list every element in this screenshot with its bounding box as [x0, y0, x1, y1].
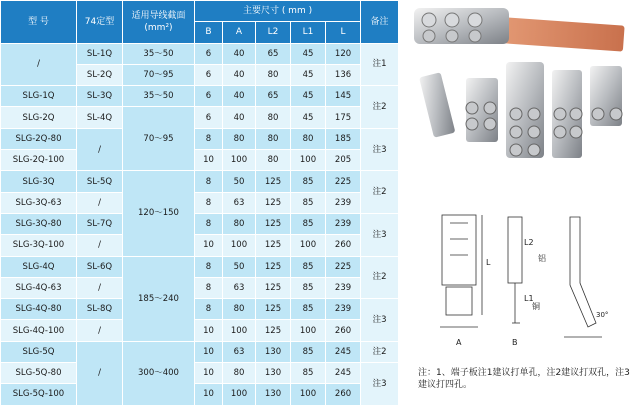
- b-cell: 8: [195, 256, 223, 277]
- l1-cell: 85: [291, 213, 326, 234]
- header-l2: L2: [256, 22, 291, 43]
- table-row: [1, 256, 399, 277]
- a-cell: 100: [223, 235, 256, 256]
- drawing-label-l: L: [486, 258, 491, 267]
- model-cell: SLG-2Q-80: [1, 128, 77, 149]
- drawing-label-b: B: [512, 338, 518, 347]
- drawing-label-l1: L1: [524, 294, 534, 303]
- table-row: [1, 192, 399, 213]
- model74-cell: SL-4Q: [77, 107, 123, 128]
- table-row: [1, 235, 399, 256]
- model-cell: SLG-5Q-80: [1, 363, 77, 384]
- model-cell: SLG-1Q: [1, 86, 77, 107]
- table-row: [1, 107, 399, 128]
- b-cell: 6: [195, 86, 223, 107]
- model74-cell: SL-3Q: [77, 86, 123, 107]
- b-cell: 10: [195, 384, 223, 405]
- table-row: [1, 213, 399, 234]
- section-cell: 70～95: [123, 107, 195, 171]
- model74-cell: SL-1Q: [77, 43, 123, 64]
- l1-cell: 100: [291, 150, 326, 171]
- b-cell: 8: [195, 128, 223, 149]
- model-cell: SLG-2Q-100: [1, 150, 77, 171]
- a-cell: 100: [223, 150, 256, 171]
- header-a: A: [223, 22, 256, 43]
- a-cell: 50: [223, 171, 256, 192]
- a-cell: 40: [223, 86, 256, 107]
- b-cell: 8: [195, 299, 223, 320]
- table-row: [1, 341, 399, 362]
- model74-cell: SL-2Q: [77, 64, 123, 85]
- model-cell: SLG-3Q-63: [1, 192, 77, 213]
- note-cell: 注2: [361, 256, 399, 299]
- l-cell: 245: [326, 363, 361, 384]
- header-section: 适用导线截面(mm²): [123, 1, 195, 44]
- model-cell: SLG-3Q: [1, 171, 77, 192]
- b-cell: 6: [195, 107, 223, 128]
- model-cell: SLG-4Q: [1, 256, 77, 277]
- a-cell: 40: [223, 107, 256, 128]
- b-cell: 10: [195, 320, 223, 341]
- note-cell: 注3: [361, 128, 399, 171]
- table-row: [1, 320, 399, 341]
- model-cell: SLG-4Q-80: [1, 299, 77, 320]
- header-l: L: [326, 22, 361, 43]
- l-cell: 239: [326, 299, 361, 320]
- b-cell: 6: [195, 64, 223, 85]
- l1-cell: 100: [291, 235, 326, 256]
- l-cell: 175: [326, 107, 361, 128]
- table-header-row: [1, 1, 399, 22]
- model-cell: SLG-2Q: [1, 107, 77, 128]
- l2-cell: 65: [256, 43, 291, 64]
- a-cell: 50: [223, 256, 256, 277]
- a-cell: 40: [223, 64, 256, 85]
- l1-cell: 85: [291, 192, 326, 213]
- table-row: [1, 299, 399, 320]
- l-cell: 225: [326, 171, 361, 192]
- l2-cell: 65: [256, 86, 291, 107]
- l2-cell: 125: [256, 256, 291, 277]
- section-cell: 35～50: [123, 43, 195, 64]
- model-cell: SLG-5Q-100: [1, 384, 77, 405]
- l-cell: 260: [326, 235, 361, 256]
- b-cell: 10: [195, 235, 223, 256]
- header-model74: 74定型: [77, 1, 123, 44]
- l2-cell: 80: [256, 64, 291, 85]
- table-row: [1, 43, 399, 64]
- header-remark: 备注: [361, 1, 399, 44]
- l-cell: 260: [326, 384, 361, 405]
- l1-cell: 85: [291, 363, 326, 384]
- table-row: [1, 277, 399, 298]
- note-cell: 注1: [361, 43, 399, 86]
- a-cell: 100: [223, 384, 256, 405]
- section-cell: 185～240: [123, 256, 195, 341]
- l-cell: 225: [326, 256, 361, 277]
- l1-cell: 45: [291, 86, 326, 107]
- model-cell: SLG-5Q: [1, 341, 77, 362]
- note-cell: 注2: [361, 341, 399, 362]
- section-cell: 70～95: [123, 64, 195, 85]
- product-photo: [414, 4, 628, 164]
- a-cell: 80: [223, 363, 256, 384]
- l2-cell: 130: [256, 363, 291, 384]
- l-cell: 260: [326, 320, 361, 341]
- header-l1: L1: [291, 22, 326, 43]
- header-model: 型 号: [1, 1, 77, 44]
- drawing-label-aluminum: 铝: [538, 254, 546, 263]
- l1-cell: 45: [291, 43, 326, 64]
- model74-cell: /: [77, 341, 123, 405]
- table-row: [1, 384, 399, 405]
- header-dimensions: 主要尺寸 ( mm ): [195, 1, 361, 22]
- b-cell: 8: [195, 277, 223, 298]
- model-cell: /: [1, 43, 77, 86]
- l2-cell: 80: [256, 150, 291, 171]
- l1-cell: 100: [291, 320, 326, 341]
- b-cell: 10: [195, 363, 223, 384]
- b-cell: 6: [195, 43, 223, 64]
- l2-cell: 125: [256, 192, 291, 213]
- l1-cell: 45: [291, 107, 326, 128]
- drawing-label-l2: L2: [524, 238, 534, 247]
- table-row: [1, 86, 399, 107]
- b-cell: 8: [195, 171, 223, 192]
- l-cell: 245: [326, 341, 361, 362]
- a-cell: 80: [223, 128, 256, 149]
- section-cell: 35～50: [123, 86, 195, 107]
- l-cell: 239: [326, 277, 361, 298]
- l1-cell: 100: [291, 384, 326, 405]
- l2-cell: 125: [256, 213, 291, 234]
- table-row: [1, 128, 399, 149]
- model74-cell: SL-5Q: [77, 171, 123, 192]
- l2-cell: 80: [256, 128, 291, 149]
- drawing-label-a: A: [456, 338, 462, 347]
- l1-cell: 85: [291, 341, 326, 362]
- model-cell: SLG-4Q-100: [1, 320, 77, 341]
- l1-cell: 45: [291, 64, 326, 85]
- note-cell: 注3: [361, 299, 399, 342]
- l2-cell: 125: [256, 299, 291, 320]
- table-row: [1, 150, 399, 171]
- model74-cell: /: [77, 235, 123, 256]
- b-cell: 8: [195, 213, 223, 234]
- l-cell: 145: [326, 86, 361, 107]
- model-cell: SLG-3Q-100: [1, 235, 77, 256]
- model74-cell: SL-6Q: [77, 256, 123, 277]
- a-cell: 63: [223, 341, 256, 362]
- l2-cell: 125: [256, 235, 291, 256]
- l-cell: 239: [326, 192, 361, 213]
- header-b: B: [195, 22, 223, 43]
- l2-cell: 125: [256, 320, 291, 341]
- footnote: 注：1、端子板注1建议打单孔，注2建议打双孔，注3建议打四孔。: [418, 368, 630, 390]
- drawing-label-copper: 铜: [532, 302, 540, 311]
- dimension-drawing: [420, 205, 634, 355]
- table-row: [1, 171, 399, 192]
- table-row: [1, 363, 399, 384]
- b-cell: 10: [195, 341, 223, 362]
- l2-cell: 130: [256, 384, 291, 405]
- l1-cell: 85: [291, 299, 326, 320]
- drawing-label-angle: 30°: [596, 311, 609, 319]
- l-cell: 136: [326, 64, 361, 85]
- a-cell: 63: [223, 192, 256, 213]
- model74-cell: SL-8Q: [77, 299, 123, 320]
- model74-cell: /: [77, 320, 123, 341]
- top-terminal-image: [414, 8, 625, 52]
- terminal-group-image: [419, 62, 622, 158]
- note-cell: 注3: [361, 363, 399, 406]
- b-cell: 10: [195, 150, 223, 171]
- l1-cell: 85: [291, 171, 326, 192]
- a-cell: 80: [223, 299, 256, 320]
- b-cell: 8: [195, 192, 223, 213]
- a-cell: 63: [223, 277, 256, 298]
- l-cell: 120: [326, 43, 361, 64]
- a-cell: 40: [223, 43, 256, 64]
- l-cell: 185: [326, 128, 361, 149]
- section-cell: 300～400: [123, 341, 195, 405]
- model74-cell: /: [77, 277, 123, 298]
- l1-cell: 85: [291, 256, 326, 277]
- l2-cell: 130: [256, 341, 291, 362]
- l-cell: 205: [326, 150, 361, 171]
- l2-cell: 125: [256, 277, 291, 298]
- section-cell: 120～150: [123, 171, 195, 256]
- l2-cell: 125: [256, 171, 291, 192]
- model74-cell: SL-7Q: [77, 213, 123, 234]
- l2-cell: 80: [256, 107, 291, 128]
- model-cell: SLG-3Q-80: [1, 213, 77, 234]
- note-cell: 注3: [361, 213, 399, 256]
- note-cell: 注2: [361, 171, 399, 214]
- note-cell: 注2: [361, 86, 399, 129]
- l1-cell: 85: [291, 277, 326, 298]
- a-cell: 80: [223, 213, 256, 234]
- model74-cell: /: [77, 128, 123, 171]
- l-cell: 239: [326, 213, 361, 234]
- table-body: [1, 43, 399, 405]
- a-cell: 100: [223, 320, 256, 341]
- model-cell: SLG-4Q-63: [1, 277, 77, 298]
- l1-cell: 80: [291, 128, 326, 149]
- model74-cell: /: [77, 192, 123, 213]
